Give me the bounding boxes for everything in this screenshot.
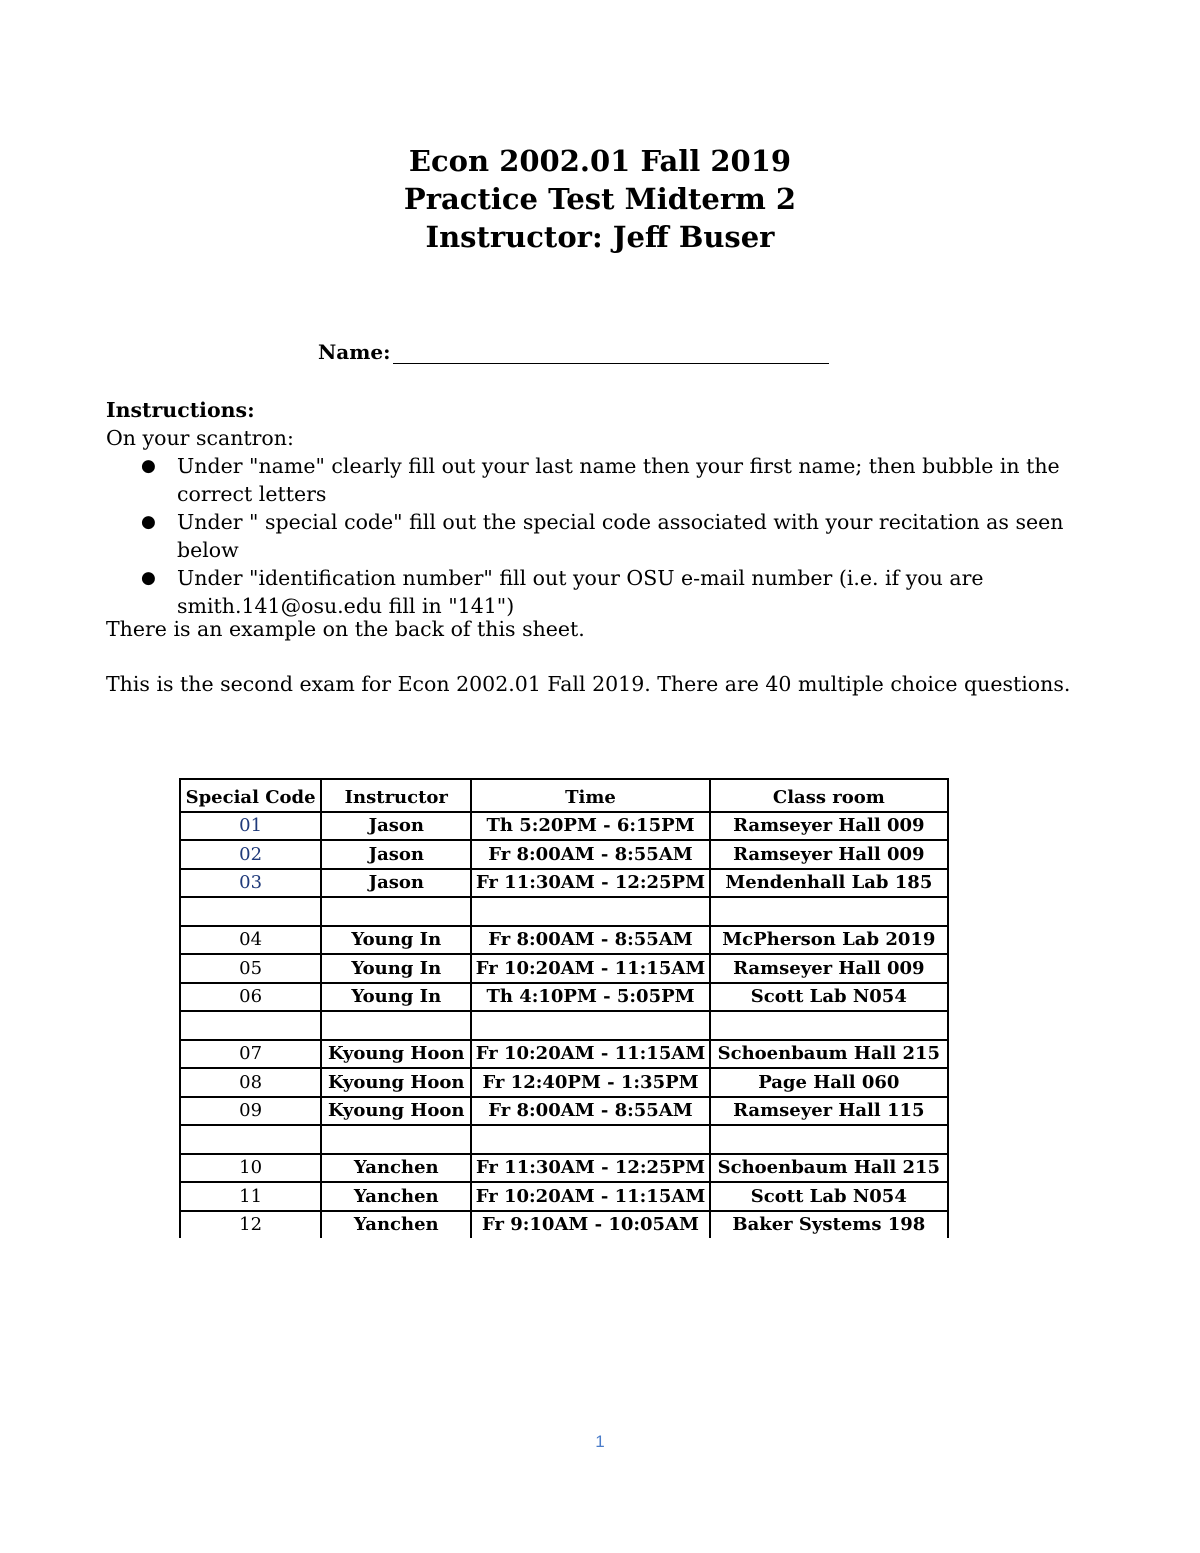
cell-time: Fr 10:20AM - 11:15AM [471, 1040, 709, 1069]
cell-classroom: Page Hall 060 [710, 1068, 948, 1097]
cell-special-code: 12 [180, 1211, 321, 1239]
instructor-title: Instructor: Jeff Buser [425, 220, 775, 254]
cell-special-code [180, 1011, 321, 1040]
table-spacer-row [180, 897, 948, 926]
cell-classroom [710, 1125, 948, 1154]
cell-classroom [710, 897, 948, 926]
instruction-item: ● Under "name" clearly fill out your last name then your first name; then bubble in the correct letters [141, 454, 1060, 506]
cell-instructor [321, 897, 471, 926]
cell-time: Fr 8:00AM - 8:55AM [471, 926, 709, 955]
cell-instructor: Young In [321, 926, 471, 955]
cell-special-code [180, 1125, 321, 1154]
cell-time: Fr 9:10AM - 10:05AM [471, 1211, 709, 1239]
cell-instructor: Yanchen [321, 1182, 471, 1211]
table-row [180, 1040, 948, 1069]
cell-special-code: 07 [180, 1040, 321, 1069]
table-row [180, 983, 948, 1012]
cell-instructor: Young In [321, 954, 471, 983]
cell-special-code: 10 [180, 1154, 321, 1183]
recitation-table [179, 778, 949, 1238]
cell-classroom: Scott Lab N054 [710, 983, 948, 1012]
table-spacer-row [180, 1011, 948, 1040]
cell-time: Fr 8:00AM - 8:55AM [471, 840, 709, 869]
cell-time: Th 5:20PM - 6:15PM [471, 812, 709, 841]
header-classroom: Class room [710, 779, 948, 812]
table-row [180, 1068, 948, 1097]
course-title: Econ 2002.01 Fall 2019 [408, 144, 792, 178]
table-header-row [180, 779, 948, 812]
cell-classroom: Ramseyer Hall 009 [710, 954, 948, 983]
instruction-item: ● Under "identification number" fill out your OSU e-mail number (i.e. if you are smith.141@osu.edu fill in "141") [141, 566, 984, 618]
cell-instructor: Jason [321, 812, 471, 841]
table-row [180, 926, 948, 955]
cell-time: Th 4:10PM - 5:05PM [471, 983, 709, 1012]
table-row [180, 812, 948, 841]
cell-time: Fr 10:20AM - 11:15AM [471, 1182, 709, 1211]
example-note: There is an example on the back of this sheet. [106, 617, 585, 641]
cell-time: Fr 11:30AM - 12:25PM [471, 1154, 709, 1183]
cell-instructor: Kyoung Hoon [321, 1068, 471, 1097]
name-field [318, 340, 829, 364]
page-number: 1 [595, 1432, 605, 1451]
cell-classroom: Ramseyer Hall 009 [710, 812, 948, 841]
cell-special-code: 09 [180, 1097, 321, 1126]
instruction-item: ● Under " special code" fill out the special code associated with your recitation as seen below [141, 510, 1064, 562]
cell-time: Fr 12:40PM - 1:35PM [471, 1068, 709, 1097]
table-body [180, 812, 948, 1239]
table-row [180, 869, 948, 898]
cell-classroom: Schoenbaum Hall 215 [710, 1040, 948, 1069]
cell-special-code: 03 [180, 869, 321, 898]
header-special-code: Special Code [180, 779, 321, 812]
bullet-icon: ● [141, 456, 156, 476]
cell-special-code: 02 [180, 840, 321, 869]
cell-time: Fr 11:30AM - 12:25PM [471, 869, 709, 898]
table-spacer-row [180, 1125, 948, 1154]
table-row [180, 954, 948, 983]
cell-special-code: 05 [180, 954, 321, 983]
cell-time [471, 1125, 709, 1154]
table-row [180, 1182, 948, 1211]
cell-classroom: Mendenhall Lab 185 [710, 869, 948, 898]
cell-instructor: Kyoung Hoon [321, 1040, 471, 1069]
cell-instructor: Jason [321, 869, 471, 898]
cell-special-code: 11 [180, 1182, 321, 1211]
instructions-list [106, 452, 1106, 620]
bullet-icon: ● [141, 512, 156, 532]
bullet-icon: ● [141, 568, 156, 588]
cell-classroom: McPherson Lab 2019 [710, 926, 948, 955]
cell-classroom: Ramseyer Hall 115 [710, 1097, 948, 1126]
cell-special-code: 04 [180, 926, 321, 955]
cell-special-code: 08 [180, 1068, 321, 1097]
cell-classroom: Baker Systems 198 [710, 1211, 948, 1239]
document-title [0, 142, 1200, 256]
header-time: Time [471, 779, 709, 812]
cell-time [471, 897, 709, 926]
cell-classroom: Scott Lab N054 [710, 1182, 948, 1211]
cell-instructor: Yanchen [321, 1154, 471, 1183]
cell-classroom: Schoenbaum Hall 215 [710, 1154, 948, 1183]
cell-instructor: Jason [321, 840, 471, 869]
cell-classroom: Ramseyer Hall 009 [710, 840, 948, 869]
table-row [180, 1211, 948, 1239]
cell-time: Fr 10:20AM - 11:15AM [471, 954, 709, 983]
cell-instructor: Young In [321, 983, 471, 1012]
cell-instructor [321, 1125, 471, 1154]
exam-note: This is the second exam for Econ 2002.01 Fall 2019. There are 40 multiple choice questions. [106, 672, 1071, 696]
table-row [180, 1154, 948, 1183]
cell-time [471, 1011, 709, 1040]
name-label: Name: [318, 340, 391, 364]
exam-title: Practice Test Midterm 2 [403, 182, 797, 216]
name-blank-line [393, 343, 829, 364]
cell-instructor: Kyoung Hoon [321, 1097, 471, 1126]
instructions-intro: On your scantron: [106, 426, 294, 450]
table-row [180, 840, 948, 869]
table-row [180, 1097, 948, 1126]
cell-special-code [180, 897, 321, 926]
cell-special-code: 06 [180, 983, 321, 1012]
cell-time: Fr 8:00AM - 8:55AM [471, 1097, 709, 1126]
cell-special-code: 01 [180, 812, 321, 841]
instructions-section [106, 396, 1106, 620]
cell-classroom [710, 1011, 948, 1040]
instructions-heading: Instructions: [106, 398, 255, 422]
cell-instructor [321, 1011, 471, 1040]
header-instructor: Instructor [321, 779, 471, 812]
cell-instructor: Yanchen [321, 1211, 471, 1239]
